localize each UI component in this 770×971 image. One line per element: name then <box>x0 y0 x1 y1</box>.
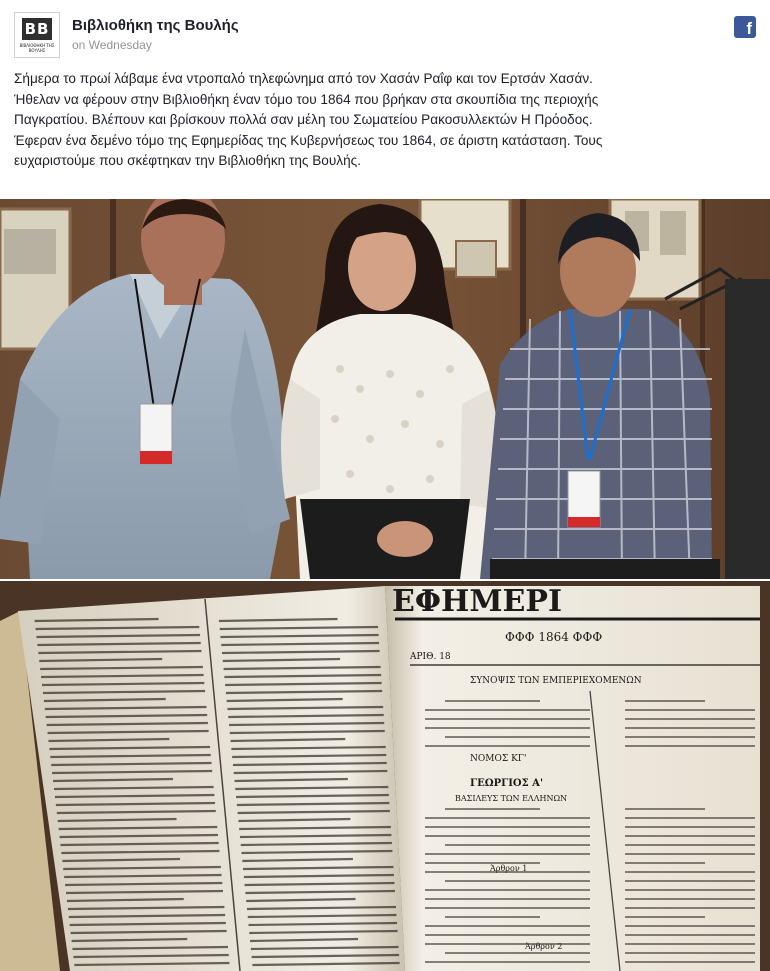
gazette-issue: ΑΡΙΘ. 18 <box>410 652 451 662</box>
gazette-masthead: ΕΦΗΜΕΡΙ <box>392 584 563 619</box>
facebook-icon[interactable]: f <box>734 16 756 38</box>
gazette-year-line: ΦΦΦ 1864 ΦΦΦ <box>505 630 603 644</box>
avatar-logo: BB <box>22 18 52 40</box>
gazette-article: Άρθρον 1 <box>490 864 528 873</box>
post-text-line: ευχαριστούμε που σκέφτηκαν την Βιβλιοθήκη της Βουλής. <box>14 153 361 168</box>
post-text-line: Παγκρατίου. Βλέπουν και βρίσκουν πολλά σαν μέλη του Σωματείου Ρακοσυλλεκτών Η Πρόοδος. <box>14 112 593 127</box>
gazette-article-2: Άρθρον 2 <box>525 942 563 951</box>
gazette-contents-title: ΣΥΝΟΨΙΣ ΤΩΝ ΕΜΠΕΡΙΕΧΟΜΕΝΩΝ <box>470 676 642 686</box>
post-message <box>14 69 758 172</box>
post-text-line: Σήμερα το πρωί λάβαμε ένα ντροπαλό τηλεφώνημα από τον Χασάν Ραΐφ και τον Ερτσάν Χασάν. <box>14 71 593 86</box>
post-header <box>14 12 756 62</box>
gazette-king: ΓΕΩΡΓΙΟΣ Α' <box>470 778 544 789</box>
page-name[interactable]: Βιβλιοθήκη της Βουλής <box>72 17 239 34</box>
post-text-line: Ήθελαν να φέρουν στην Βιβλιοθήκη έναν τόμο του 1864 που βρήκαν στα σκουπίδια της περιοχής <box>14 91 599 107</box>
avatar[interactable] <box>14 12 60 58</box>
gazette-law: ΝΟΜΟΣ ΚΓ' <box>470 754 527 764</box>
avatar-subtitle: ΒΙΒΛΙΟΘΗΚΗ ΤΗΣ ΒΟΥΛΗΣ <box>19 43 55 53</box>
post-text-line: Έφεραν ένα δεμένο τόμο της Εφημερίδας της Κυβερνήσεως του 1864, σε άριστη κατάσταση. Τους <box>14 132 603 148</box>
gazette-king-title: ΒΑΣΙΛΕΥΣ ΤΩΝ ΕΛΛΗΝΩΝ <box>455 794 568 803</box>
photo-gazette-volume[interactable] <box>0 581 770 971</box>
post-timestamp[interactable]: on Wednesday <box>72 38 152 52</box>
photo-visitors[interactable] <box>0 199 770 579</box>
